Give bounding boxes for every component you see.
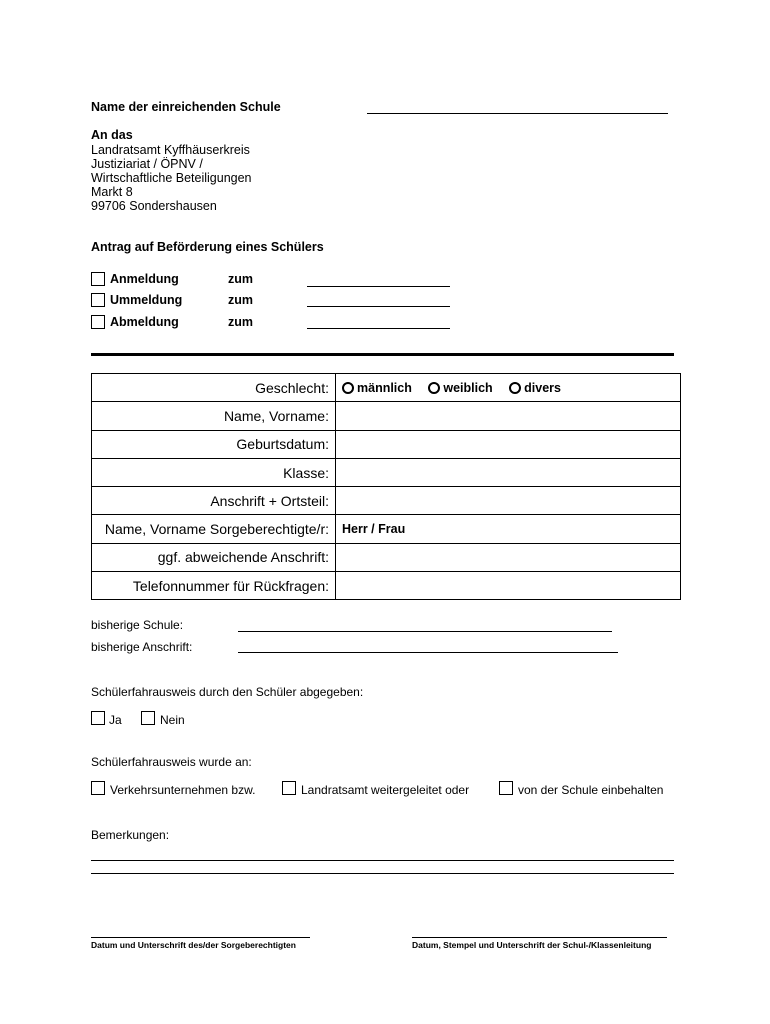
recipient-line: 99706 Sondershausen (91, 199, 217, 213)
gender-female-option[interactable] (428, 381, 492, 395)
school-signature-line[interactable] (412, 937, 667, 938)
pass-sent-question: Schülerfahrausweis wurde an: (91, 755, 252, 769)
previous-school-label: bisherige Schule: (91, 618, 184, 632)
pass-returned-no-label: Nein (160, 713, 185, 727)
school-signature-label: Datum, Stempel und Unterschrift der Schul-/Klassenleitung (412, 940, 652, 950)
parent-signature-label: Datum und Unterschrift des/der Sorgeberechtigten (91, 940, 296, 950)
table-row (92, 487, 681, 515)
anmeldung-checkbox[interactable] (91, 272, 105, 286)
gender-male-label: männlich (357, 380, 412, 395)
ummeldung-zum: zum (228, 293, 253, 307)
school-name-field[interactable] (367, 113, 668, 114)
radio-icon[interactable] (342, 382, 354, 394)
table-row (92, 543, 681, 571)
radio-icon[interactable] (509, 382, 521, 394)
student-data-table (91, 373, 681, 600)
abmeldung-date-field[interactable] (307, 328, 450, 329)
anmeldung-label: Anmeldung (110, 272, 179, 286)
remarks-line[interactable] (91, 873, 674, 874)
name-field[interactable] (336, 402, 681, 430)
remarks-label: Bemerkungen: (91, 828, 170, 842)
alt-address-field[interactable] (336, 543, 681, 571)
recipient-line: Justiziariat / ÖPNV / (91, 157, 203, 171)
remarks-line[interactable] (91, 860, 674, 861)
gender-options (336, 374, 681, 402)
pass-returned-question: Schülerfahrausweis durch den Schüler abgegeben: (91, 685, 364, 699)
recipient-line: Wirtschaftliche Beteiligungen (91, 171, 252, 185)
address-field[interactable] (336, 487, 681, 515)
recipient-line: Landratsamt Kyffhäuserkreis (91, 143, 250, 157)
gender-label: Geschlecht: (92, 374, 336, 402)
guardian-label: Name, Vorname Sorgeberechtigte/r: (92, 515, 336, 543)
anmeldung-zum: zum (228, 272, 253, 286)
transport-company-label: Verkehrsunternehmen bzw. (110, 783, 256, 797)
phone-label: Telefonnummer für Rückfragen: (92, 572, 336, 600)
recipient-address (91, 143, 252, 213)
gender-female-label: weiblich (443, 380, 493, 395)
abmeldung-checkbox[interactable] (91, 315, 105, 329)
ummeldung-checkbox[interactable] (91, 293, 105, 307)
transport-company-checkbox[interactable] (91, 781, 105, 795)
district-office-label: Landratsamt weitergeleitet oder (301, 783, 470, 797)
class-field[interactable] (336, 458, 681, 486)
previous-address-label: bisherige Anschrift: (91, 640, 193, 654)
district-office-checkbox[interactable] (282, 781, 296, 795)
parent-signature-line[interactable] (91, 937, 310, 938)
table-row (92, 374, 681, 402)
pass-returned-yes-label: Ja (109, 713, 122, 727)
pass-returned-yes-checkbox[interactable] (91, 711, 105, 725)
request-title: Antrag auf Beförderung eines Schülers (91, 240, 324, 254)
school-name-label: Name der einreichenden Schule (91, 100, 281, 114)
anmeldung-date-field[interactable] (307, 286, 450, 287)
gender-diverse-option[interactable] (509, 381, 561, 395)
class-label: Klasse: (92, 458, 336, 486)
recipient-line: Markt 8 (91, 185, 133, 199)
ummeldung-label: Ummeldung (110, 293, 183, 307)
gender-diverse-label: divers (524, 380, 562, 395)
previous-address-field[interactable] (238, 652, 618, 653)
previous-school-field[interactable] (238, 631, 612, 632)
name-label: Name, Vorname: (92, 402, 336, 430)
table-row (92, 572, 681, 600)
birthdate-label: Geburtsdatum: (92, 430, 336, 458)
school-retained-label: von der Schule einbehalten (518, 783, 664, 797)
pass-returned-no-checkbox[interactable] (141, 711, 155, 725)
table-row (92, 430, 681, 458)
guardian-field[interactable]: Herr / Frau (336, 515, 681, 543)
radio-icon[interactable] (428, 382, 440, 394)
alt-address-label: ggf. abweichende Anschrift: (92, 543, 336, 571)
table-row (92, 515, 681, 543)
birthdate-field[interactable] (336, 430, 681, 458)
abmeldung-label: Abmeldung (110, 315, 179, 329)
section-divider (91, 353, 674, 356)
ummeldung-date-field[interactable] (307, 306, 450, 307)
table-row (92, 402, 681, 430)
gender-male-option[interactable] (342, 381, 412, 395)
address-label: Anschrift + Ortsteil: (92, 487, 336, 515)
recipient-intro: An das (91, 128, 133, 142)
table-row (92, 458, 681, 486)
phone-field[interactable] (336, 572, 681, 600)
abmeldung-zum: zum (228, 315, 253, 329)
school-retained-checkbox[interactable] (499, 781, 513, 795)
